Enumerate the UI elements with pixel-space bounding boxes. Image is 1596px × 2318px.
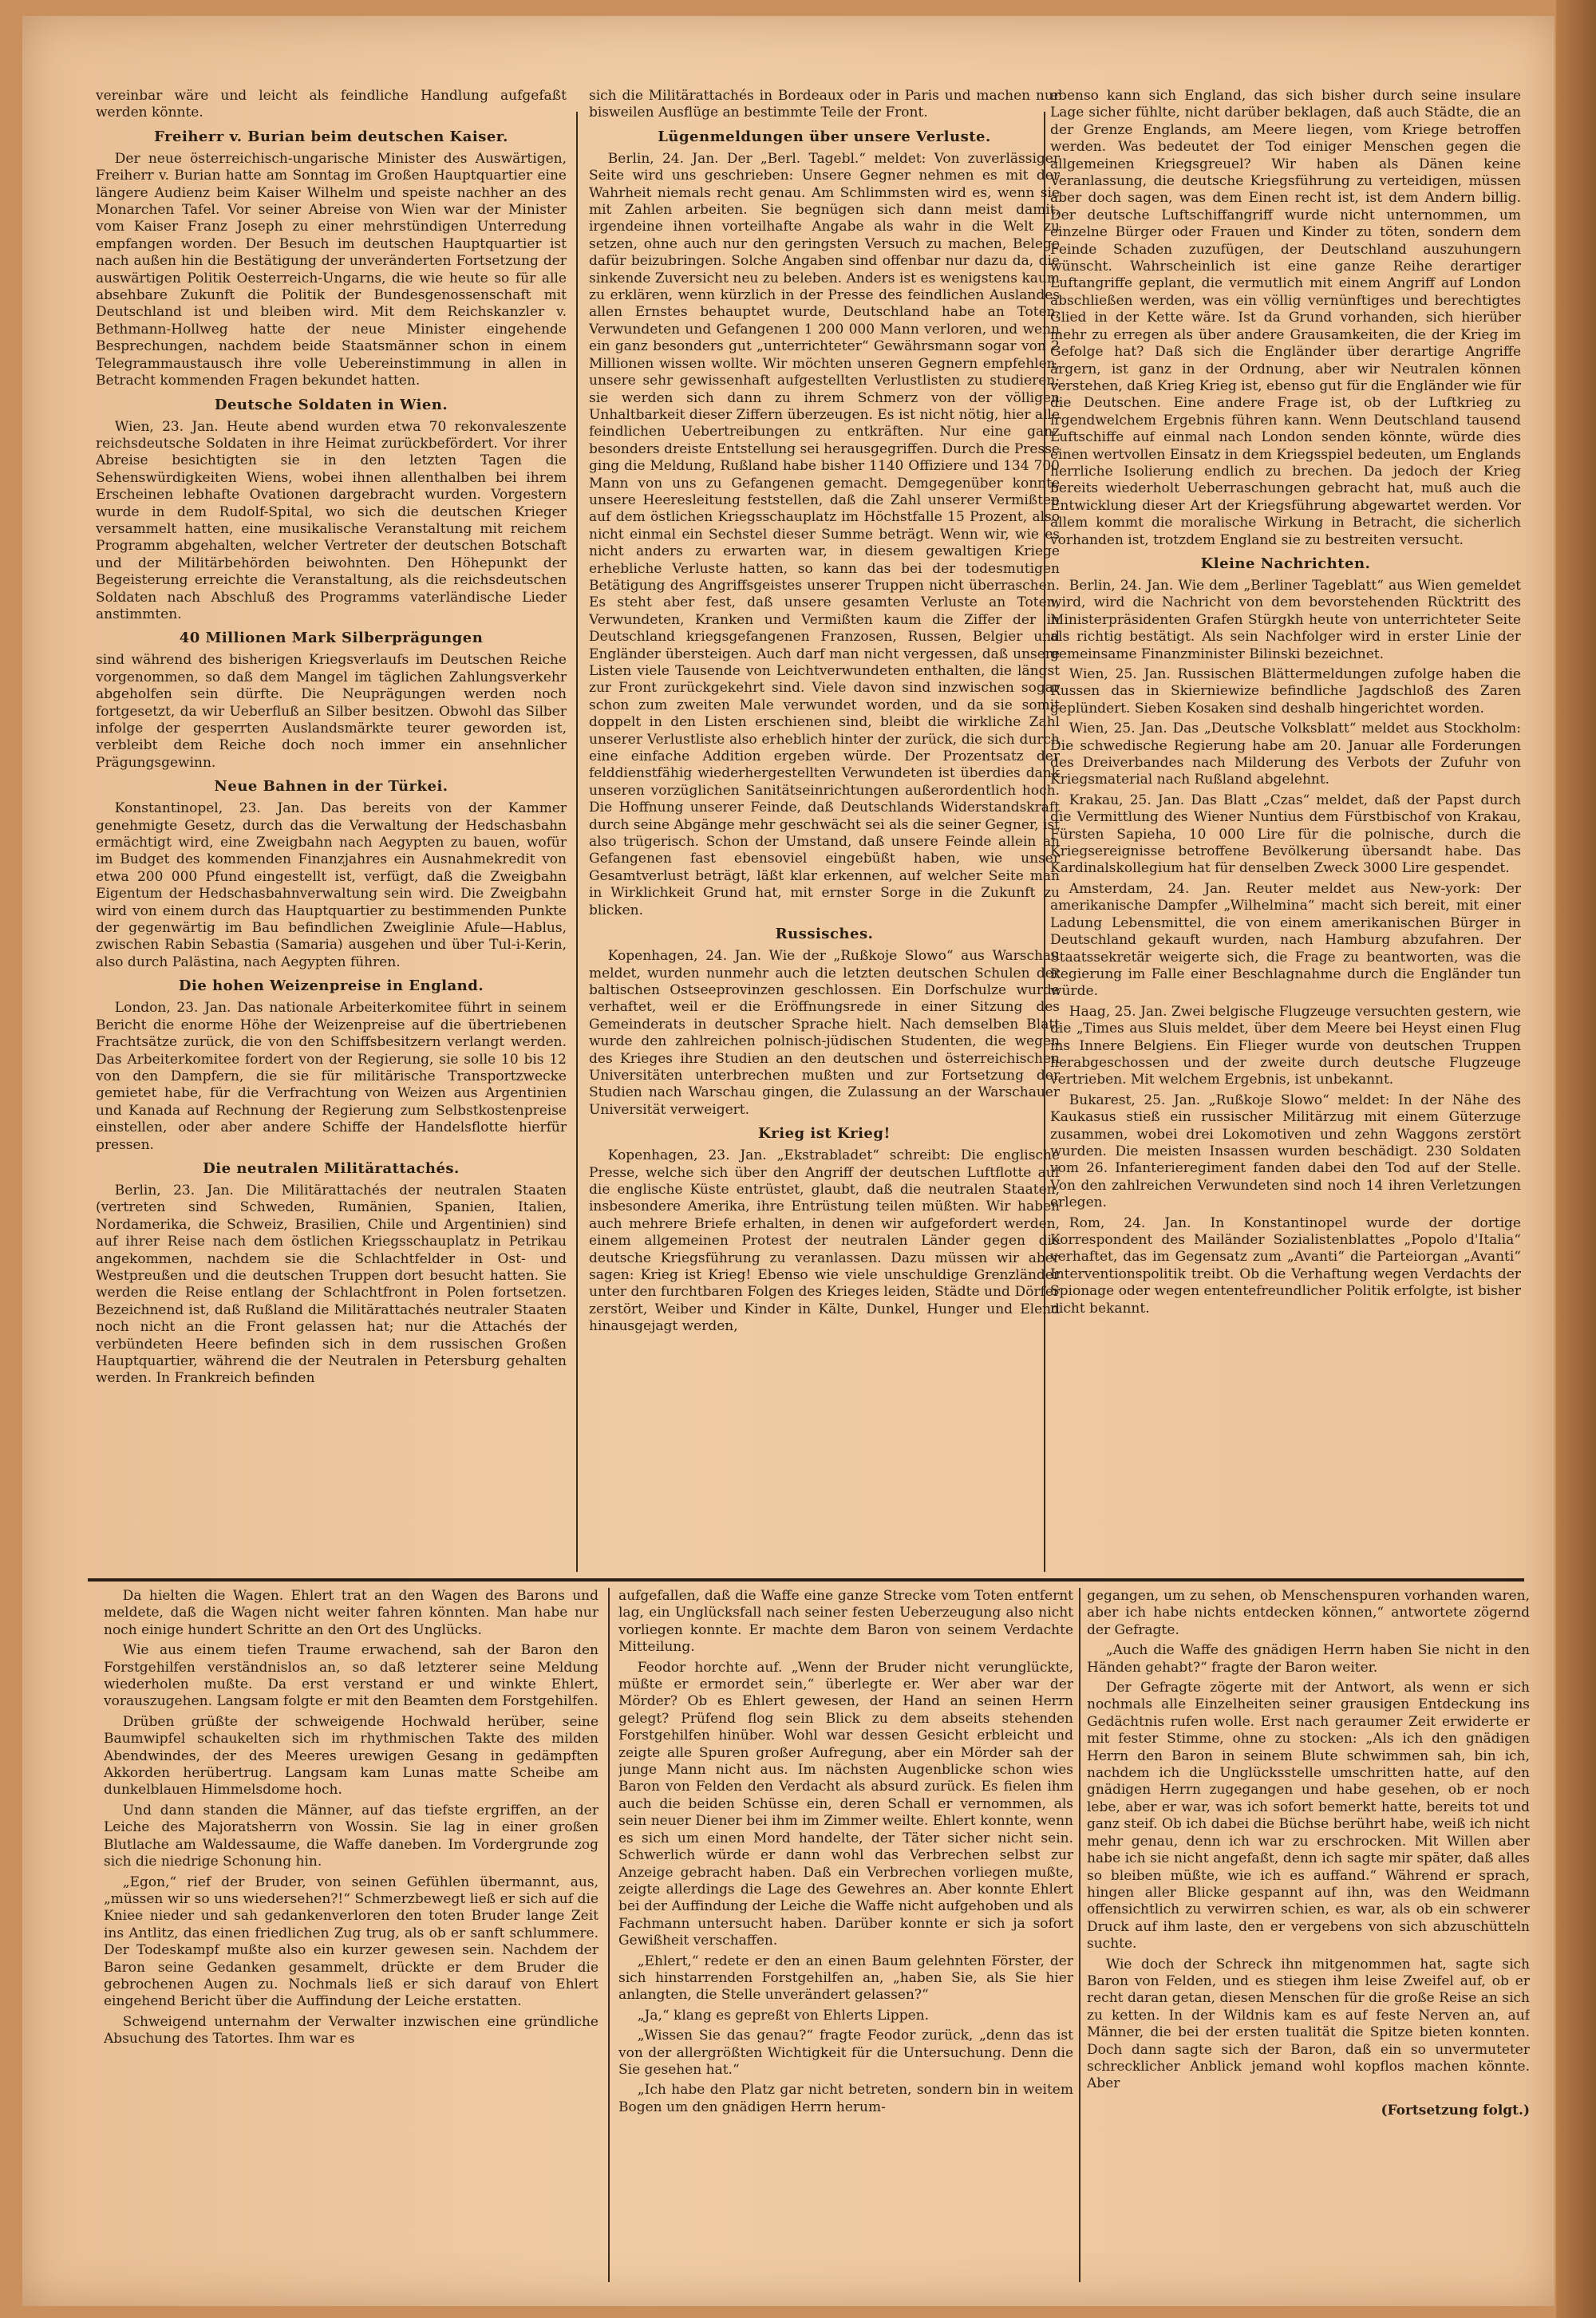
article-paragraph: London, 23. Jan. Das nationale Arbeiterkomitee führt in seinem Bericht die enorme Höhe der Weizenpreise auf die übertriebenen Frachtsätze zurück, die von den Schiffsbesitzern verlangt werden. Das Arbeiterkomitee fordert von der Regierung, sie solle 10 bis 12 von den Dampfern, die sie für militärische Transportzwecke gemietet habe, für die Verfrachtung von Weizen aus Argentinien und Kanada auf Rechnung der Regierung zum Selbstkostenpreise einstellen, oder aber andere Schiffe der Handelsflotte hierfür pressen. — [96, 1000, 567, 1153]
article-heading: Freiherr v. Burian beim deutschen Kaiser. — [154, 128, 508, 145]
news-item: Haag, 25. Jan. Zwei belgische Flugzeuge versuchten gestern, wie die „Times aus Sluis meldet, über dem Meere bei Heyst einen Flug ins Innere Belgiens. Ein Flieger wurde von deutschen Truppen herabgeschossen und der zweite durch deutsche Flugzeuge vertrieben. Mit welchem Ergebnis, ist unbekannt. — [1050, 1003, 1521, 1088]
story-paragraph: „Auch die Waffe des gnädigen Herrn haben Sie nicht in den Händen gehabt?“ fragte der Baron weiter. — [1087, 1642, 1530, 1676]
lead-text: vereinbar wäre und leicht als feindliche Handlung aufgefaßt werden könnte. — [96, 88, 567, 121]
article-heading: Neue Bahnen in der Türkei. — [214, 778, 448, 796]
article-paragraph: Der neue österreichisch-ungarische Minister des Auswärtigen, Freiherr v. Burian hatte am Sonntag im Großen Hauptquartier eine längere Audienz beim Kaiser Wilhelm und speiste nachher an des Monarchen Tafel. Vor seiner Abreise von Wien war der Minister vom Kaiser Franz Joseph zu einer mehrstündigen Unterredung empfangen worden. Der Besuch im deutschen Hauptquartier ist nach außen hin die Bestätigung der unveränderten Fortsetzung der auswärtigen Politik Oesterreich-Ungarns, die wie heute so für alle absehbare Zukunft die Politik der Bundesgenossenschaft mit Deutschland ist und bleiben wird. Mit dem Reichskanzler v. Bethmann-Hollweg hatte der neue Minister eingehende Besprechungen, nachdem beide Staatsmänner schon in einem Telegrammaustausch ihre volle Uebereinstimmung in allen in Betracht kommenden Fragen bekundet hatten. — [96, 150, 567, 389]
story-paragraph: Wie aus einem tiefen Traume erwachend, sah der Baron den Forstgehilfen verständnislos an, so daß letzterer seine Meldung wiederholen mußte. Da erst verstand er und winkte Ehlert, vorauszugehen. Langsam folgte er mit den Beamten dem Forstgehilfen. — [104, 1642, 598, 1710]
story-paragraph: „Ich habe den Platz gar nicht betreten, sondern bin in weitem Bogen um den gnädigen Herrn herum- — [618, 2082, 1073, 2115]
feuilleton-column-3 — [1087, 1588, 1530, 2282]
news-column-1 — [96, 88, 567, 1564]
lead-text: ebenso kann sich England, das sich bisher durch seine insulare Lage sicher fühlte, nicht darüber beklagen, daß auch Städte, die an der Grenze Englands, am Meere liegen, vom Kriege betroffen werden. Was bedeutet der Tod einiger Menschen gegen die allgemeinen Kriegsgreuel? Wir haben als Dänen keine Veranlassung, die deutsche Kriegsführung zu verteidigen, müssen aber doch sagen, was dem Einen recht ist, ist dem Andern billig. Der deutsche Luftschiffangriff wurde nicht unternommen, um einzelne Bürger oder Frauen und Kinder zu töten, sondern dem Feinde Schaden zuzufügen, der Deutschland auszuhungern wünscht. Wahrscheinlich ist eine ganze Reihe derartiger Luftangriffe geplant, die vermutlich mit einem Angriff auf London abschließen werden, was ein völlig vernünftiges und berechtigtes Glied in der Kette wäre. Ist da Grund vorhanden, sich hierüber mehr zu erregen als über andere Grausamkeiten, die der Krieg im Gefolge hat? Daß sich die Engländer über derartige Angriffe ärgern, ist ganz in der Ordnung, aber wir Neutralen können verstehen, daß Krieg Krieg ist, ebenso gut für die Engländer wie für die Deutschen. Eine andere Frage ist, ob der Luftkrieg zu irgendwelchem Ergebnis führen kann. Wenn Deutschland tausend Luftschiffe auf einmal nach London senden könnte, würde dies einen wertvollen Einsatz in dem Kriegsspiel bedeuten, um Englands herrliche Isolierung endlich zu brechen. Da jedoch der Krieg bereits wiederholt Ueberraschungen gebracht hat, muß auch die Entwicklung dieser Art der Kriegsführung abgewartet werden. Vor allem kommt die moralische Wirkung in Betracht, die sicherlich vorhanden ist, trotzdem England sie zu bestreiten versucht. — [1050, 88, 1521, 548]
story-paragraph: gegangen, um zu sehen, ob Menschenspuren vorhanden waren, aber ich habe nichts entdecken können,“ antwortete zögernd der Gefragte. — [1087, 1588, 1530, 1638]
news-item: Berlin, 24. Jan. Wie dem „Berliner Tageblatt“ aus Wien gemeldet wird, wird die Nachricht von dem bevorstehenden Rücktritt des Ministerpräsidenten Grafen Stürgkh heute von unterrichteter Seite als richtig bestätigt. Als sein Nachfolger wird in erster Linie der gemeinsame Finanzminister Bilinski bezeichnet. — [1050, 577, 1521, 662]
continuation-note: (Fortsetzung folgt.) — [1381, 2102, 1530, 2119]
news-column-2 — [589, 88, 1060, 1564]
news-item: Amsterdam, 24. Jan. Reuter meldet aus New-york: Der amerikanische Dampfer „Wilhelmina“ macht sich bereit, mit einer Ladung Lebensmittel, die von einem amerikanischen Bürger in Deutschland gekauft wurden, nach Hamburg abzufahren. Der Staatssekretär weigerte sich, die Frage zu beantworten, was die Regierung im Falle einer Beschlagnahme durch die Engländer tun würde. — [1050, 880, 1521, 1000]
article-heading: 40 Millionen Mark Silberprägungen — [179, 630, 484, 647]
news-item: Bukarest, 25. Jan. „Rußkoje Slowo“ meldet: In der Nähe des Kaukasus stieß ein russischer Militärzug mit einem Güterzuge zusammen, wobei drei Lokomotiven und zehn Waggons zerstört wurden. Die meisten Insassen wurden beschädigt. 230 Soldaten vom 26. Infanterieregiment fanden dabei den Tod auf der Stelle. Von den zahlreichen Verwundeten sind noch 14 ihren Verletzungen erlegen. — [1050, 1092, 1521, 1211]
story-paragraph: Da hielten die Wagen. Ehlert trat an den Wagen des Barons und meldete, daß die Wagen nicht weiter fahren könnten. Man habe nur noch einige hundert Schritte an den Ort des Unglücks. — [104, 1588, 598, 1638]
column-rule — [576, 112, 578, 1572]
story-paragraph: Wie doch der Schreck ihn mitgenommen hat, sagte sich Baron von Felden, und es stiegen ihm leise Zweifel auf, ob er recht daran getan, diesen Menschen für die große Reise an sich zu ketten. In der Wildnis kam es auf feste Nerven an, auf Männer, die bei der ersten tualität die Spitze bieten konnten. Doch dann sagte sich der Baron, daß ein so unvermuteter schrecklicher Anblick jemand wohl kopflos machen könnte. Aber — [1087, 1956, 1530, 2092]
article-heading: Die hohen Weizenpreise in England. — [178, 977, 484, 995]
article-heading: Die neutralen Militärattachés. — [203, 1159, 460, 1177]
page-edge — [1556, 0, 1596, 2318]
article-paragraph: Berlin, 24. Jan. Der „Berl. Tagebl.“ meldet: Von zuverlässiger Seite wird uns geschrieben: Unsere Gegner nehmen es mit der Wahrheit niemals recht genau. Am Schlimmsten wird es, wenn sie mit Zahlen arbeiten. Sie begnügen sich dann meist damit, irgendeine ihnen vorteilhafte Angabe als wahr in die Welt zu setzen, ohne auch nur den geringsten Versuch zu machen, Belege dafür beizubringen. Solche Angaben sind offenbar nur dazu da, die sinkende Zuversicht neu zu beleben. Anders ist es wenigstens kaum zu erklären, wenn kürzlich in der Presse des feindlichen Auslandes allen Ernstes behauptet wurde, Deutschland habe an Toten, Verwundeten und Gefangenen 1 200 000 Mann verloren, und wenn ein ganz besonders gut „unterrichteter“ Gewährsmann sogar von 2 Millionen wissen wollte. Wir möchten unseren Gegnern empfehlen, unsere sehr gewissenhaft aufgestellten Verlustlisten zu studieren; sie werden sich dann zu ihrem Schmerz von der völligen Unhaltbarkeit dieser Ziffern überzeugen. Es ist nicht nötig, hier alle feindlichen Uebertreibungen zu entkräften. Nur eine ganz besonders dreiste Entstellung sei herausgegriffen. Durch die Presse ging die Meldung, Rußland habe bisher 1140 Offiziere und 134 700 Mann von uns zu Gefangenen gemacht. Demgegenüber konnte unsere Heeresleitung feststellen, daß die Zahl unserer Vermißten auf dem östlichen Kriegsschauplatz im Höchstfalle 15 Prozent, also nicht einmal ein Sechstel dieser Summe beträgt. Wenn wir, wie es nicht anders zu erwarten war, in diesem gewaltigen Kriege erhebliche Verluste hatten, so kann das bei der todesmutigen Betätigung des Angriffsgeistes unserer Truppen nicht überraschen. Es steht aber fest, daß unsere gesamten Verluste an Toten, Verwundeten, Kranken und Vermißten kaum die Ziffer der in Deutschland kriegsgefangenen Franzosen, Russen, Belgier und Engländer übersteigen. Auch darf man nicht vergessen, daß unsere Listen viele Tausende von Leichtverwundeten enthalten, die längst zur Front zurückgekehrt sind. Viele davon sind inzwischen sogar schon zum zweiten Male verwundet worden, und da sie somit doppelt in den Listen erschienen sind, bleibt die wirkliche Zahl unserer Verlustliste also erheblich hinter der zurück, die sich durch eine einfache Addition ergeben würde. Der Prozentsatz der felddienstfähig wiederhergestellten Verwundeten ist überdies dank unseren vorzüglichen Sanitätseinrichtungen außerordentlich hoch. Die Hoffnung unserer Feinde, daß Deutschlands Widerstandskraft durch seine Abgänge mehr geschwächt sei als die seiner Gegner, ist also trügerisch. Schon der Umstand, daß unsere Feinde allein an Gefangenen fast ebensoviel eingebüßt haben, wie unser Gesamtverlust beträgt, läßt klar erkennen, auf welcher Seite man in Wirklichkeit Grund hat, mit ernster Sorge in die Zukunft zu blicken. — [589, 150, 1060, 918]
story-paragraph: „Egon,“ rief der Bruder, von seinen Gefühlen übermannt, aus, „müssen wir so uns wiedersehen?!“ Schmerzbewegt ließ er sich auf die Kniee nieder und sah gedankenverloren den toten Bruder lange Zeit ins Antlitz, das einen friedlichen Zug trug, als ob er sanft schlummere. Der Todeskampf mußte also ein kurzer gewesen sein. Nachdem der Baron seine Gedanken gesammelt, drückte er dem Bruder die gebrochenen Augen zu. Nochmals ließ er sich darauf von Ehlert eingehend Bericht über die Auffindung der Leiche erstatten. — [104, 1874, 598, 2010]
article-paragraph: sind während des bisherigen Kriegsverlaufs im Deutschen Reiche vorgenommen, so daß dem Mangel im täglichen Zahlungsverkehr abgeholfen sein dürfte. Die Neuprägungen werden noch fortgesetzt, da wir Ueberfluß an Silber besitzen. Obwohl das Silber infolge der gesperrten Auslandsmärkte teurer geworden ist, verbleibt dem Reiche doch noch immer ein ansehnlicher Prägungsgewinn. — [96, 652, 567, 771]
story-paragraph: Und dann standen die Männer, auf das tiefste ergriffen, an der Leiche des Majoratsherrn von Wossin. Sie lag in einer großen Blutlache am Waldessaume, die Waffe daneben. Im Vordergrunde zog sich die niedrige Schonung hin. — [104, 1802, 598, 1870]
article-heading: Krieg ist Krieg! — [758, 1125, 891, 1143]
article-paragraph: Berlin, 23. Jan. Die Militärattachés der neutralen Staaten (vertreten sind Schweden, Rumänien, Spanien, Italien, Nordamerika, die Schweiz, Brasilien, Chile und Argentinien) sind auf ihrer Reise nach dem östlichen Kriegsschauplatz in Petrikau angekommen, nachdem sie die Schlachtfelder in Ost- und Westpreußen und die deutschen Truppen dort besucht hatten. Sie werden die Reise entlang der Schlachtfront in Polen fortsetzen. Bezeichnend ist, daß Rußland die Militärattachés neutraler Staaten noch nicht an die Front gelassen hat; nur die Attachés der verbündeten Heere befinden sich in dem russischen Großen Hauptquartier, während die der Neutralen in Petersburg gehalten werden. In Frankreich befinden — [96, 1182, 567, 1387]
story-paragraph: Der Gefragte zögerte mit der Antwort, als wenn er sich nochmals alle Einzelheiten seiner grausigen Entdeckung ins Gedächtnis rufen wolle. Erst nach geraumer Zeit erwiderte er mit fester Stimme, ohne zu stocken: „Als ich den gnädigen Herrn den Baron in seinem Blute schwimmen sah, bin ich, nachdem ich die Unglücksstelle umschritten hatte, auf den gnädigen Herrn zugegangen und habe gesehen, ob er noch lebe, aber er war, was ich sofort bemerkt hatte, bereits tot und ganz steif. Ob ich dabei die Büchse berührt habe, weiß ich nicht mehr genau, denn ich war zu erschrocken. Mit Willen aber habe ich sie nicht angefaßt, denn ich sagte mir später, daß alles so bleiben müßte, wie ich es auffand.“ Während er sprach, hingen aller Blicke gespannt auf ihn, was den Weidmann offensichtlich zu verwirren schien, es war, als ob ein schwerer Druck auf ihm laste, den er vergebens von sich abzuschütteln suchte. — [1087, 1680, 1530, 1953]
feuilleton-column-2 — [618, 1588, 1073, 2282]
news-item: Rom, 24. Jan. In Konstantinopel wurde der dortige Korrespondent des Mailänder Sozialistenblattes „Popolo d'Italia“ verhaftet, das im Gegensatz zum „Avanti“ die Parteiorgan „Avanti“ Interventionspolitik treibt. Ob die Verhaftung wegen Verdachts der Spionage oder wegen ententefreundlicher Politik erfolgte, ist bisher nicht bekannt. — [1050, 1214, 1521, 1317]
article-heading: Kleine Nachrichten. — [1200, 555, 1371, 572]
article-paragraph: Konstantinopel, 23. Jan. Das bereits von der Kammer genehmigte Gesetz, durch das die Verwaltung der Hedschasbahn ermächtigt wird, eine Zweigbahn nach Aegypten zu bauen, wofür im Budget des kommenden Finanzjahres ein Ausnahmekredit von etwa 200 000 Pfund eingestellt ist, verfügt, daß die Zweigbahn Eigentum der Hedschasbahnverwaltung sein wird. Die Zweigbahn wird von einem durch das Hauptquartier zu bestimmenden Punkte der gegenwärtig im Bau befindlichen Zweiglinie Afule—Hablus, zwischen Rabin Sebastia (Samaria) ausgehen und über Tul-i-Kerin, also durch Palästina, nach Aegypten führen. — [96, 800, 567, 970]
news-column-3 — [1050, 88, 1521, 1564]
story-paragraph: „Ehlert,“ redete er den an einen Baum gelehnten Förster, der sich hinstarrenden Forstgehilfen an, „haben Sie, als Sie hier anlangten, die Stelle unverändert gelassen?“ — [618, 1953, 1073, 2004]
news-item: Wien, 25. Jan. Das „Deutsche Volksblatt“ meldet aus Stockholm: Die schwedische Regierung habe am 20. Januar alle Forderungen des Dreiverbandes nach Milderung des Verbots der Zufuhr von Kriegsmaterial nach Rußland abgelehnt. — [1050, 721, 1521, 788]
feuilleton-divider — [88, 1578, 1524, 1582]
story-paragraph: Drüben grüßte der schweigende Hochwald herüber, seine Baumwipfel schaukelten sich im rhythmischen Takte des milden Abendwindes, der des Meeres urewigen Gesang in gedämpften Akkorden herübertrug. Langsam kam Lunas matte Scheibe am dunkelblauen Himmelsdome hoch. — [104, 1713, 598, 1799]
article-heading: Deutsche Soldaten in Wien. — [214, 396, 448, 413]
article-heading: Russisches. — [775, 926, 874, 943]
article-paragraph: Wien, 23. Jan. Heute abend wurden etwa 70 rekonvaleszente reichsdeutsche Soldaten in ihre Heimat zurückbefördert. Vor ihrer Abreise besichtigten sie in den letzten Tagen die Sehenswürdigkeiten Wiens, wobei ihnen allenthalben bei ihrem Erscheinen lebhafte Ovationen dargebracht wurden. Vorgestern wurde in dem Rudolf-Spital, wo sich die deutschen Krieger versammelt hatten, eine musikalische Veranstaltung mit reichem Programm abgehalten, welcher Vertreter der deutschen Botschaft und der Militärbehörden beiwohnten. Den Höhepunkt der Begeisterung erreichte die Veranstaltung, als die reichsdeutschen Soldaten nach Abschluß des Programms vaterländische Lieder anstimmten. — [96, 418, 567, 622]
lead-text: sich die Militärattachés in Bordeaux oder in Paris und machen nur bisweilen Ausflüge an bestimmte Teile der Front. — [589, 88, 1060, 121]
article-paragraph: Kopenhagen, 24. Jan. Wie der „Rußkoje Slowo“ aus Warschau meldet, wurden nunmehr auch die letzten deutschen Schulen der baltischen Ostseeprovinzen geschlossen. Ein Dorfschulze wurde verhaftet, weil er die Eröffnungsrede in einer Sitzung des Gemeinderats in deutscher Sprache hielt. Nach demselben Blatt wurde den zahlreichen polnisch-jüdischen Studenten, die wegen des Krieges ihre Studien an den deutschen und österreichischen Universitäten unterbrechen mußten und zur Fortsetzung der Studien nach Warschau gingen, die Zulassung an der Warschauer Universität verweigert. — [589, 948, 1060, 1118]
story-paragraph: Schweigend unternahm der Verwalter inzwischen eine gründliche Absuchung des Tatortes. Ihm war es — [104, 2013, 598, 2048]
column-rule — [608, 1588, 610, 2282]
feuilleton-column-1 — [104, 1588, 598, 2282]
article-heading: Lügenmeldungen über unsere Verluste. — [658, 128, 991, 145]
news-item: Krakau, 25. Jan. Das Blatt „Czas“ meldet, daß der Papst durch die Vermittlung des Wiener Nuntius dem Fürstbischof von Krakau, Fürsten Sapieha, 10 000 Lire für die polnische, durch die Kriegsereignisse betroffene Bevölkerung übersandt habe. Das Kardinalskollegium hat für denselben Zweck 3000 Lire gespendet. — [1050, 792, 1521, 877]
story-paragraph: aufgefallen, daß die Waffe eine ganze Strecke vom Toten entfernt lag, ein Unglücksfall nach seiner festen Ueberzeugung also nicht vorliegen konnte. Er machte dem Baron von seinem Verdachte Mitteilung. — [618, 1588, 1073, 1656]
story-paragraph: „Wissen Sie das genau?“ fragte Feodor zurück, „denn das ist von der allergrößten Wichtigkeit für die Untersuchung. Denn die Sie gesehen hat.“ — [618, 2028, 1073, 2078]
article-paragraph: Kopenhagen, 23. Jan. „Ekstrabladet“ schreibt: Die englische Presse, welche sich über den Angriff der deutschen Luftflotte auf die englische Küste entrüstet, glaubt, daß die neutralen Staaten, insbesondere Amerika, ihre Entrüstung teilen müßten. Wir haben auch mehrere Briefe erhalten, in denen wir aufgefordert werden, einem allgemeinen Protest der neutralen Länder gegen die deutsche Kriegsführung zu veranlassen. Dazu müssen wir aber sagen: Krieg ist Krieg! Ebenso wie viele unschuldige Grenzländer unter den furchtbaren Folgen des Krieges leiden, Städte und Dörfer zerstört, Weiber und Kinder in Kälte, Dunkel, Hunger und Elend hinausgejagt werden, — [589, 1147, 1060, 1335]
news-item: Wien, 25. Jan. Russischen Blättermeldungen zufolge haben die Russen das in Skierniewize befindliche Jagdschloß des Zaren geplündert. Sieben Kosaken sind deshalb hingerichtet worden. — [1050, 666, 1521, 717]
story-paragraph: Feodor horchte auf. „Wenn der Bruder nicht verunglückte, müßte er ermordet sein,“ überlegte er. Wer aber war der Mörder? Ob es Ehlert gewesen, der Hand an seinen Herrn gelegt? Prüfend flog sein Blick zu dem abseits stehenden Forstgehilfen hinüber. Wohl war dessen Gesicht erbleicht und zeigte alle Spuren großer Aufregung, aber ein Mörder sah der junge Mann nicht aus. Im nächsten Augenblicke schon wies Baron von Felden den Verdacht als absurd zurück. Es fielen ihm auch die beiden Schüsse ein, deren Schall er vernommen, als sein neuer Diener bei ihm im Zimmer weilte. Ehlert konnte, wenn es sich um einen Mord handelte, der Täter sicher nicht sein. Schwerlich würde er dann wohl das Verbrechen selbst zur Anzeige gebracht haben. Daß ein Verbrechen vorliegen mußte, zeigte allerdings die Lage des Gewehres an. Aber konnte Ehlert bei der Auffindung der Leiche die Waffe nicht aufgehoben und als Fachmann untersucht haben. Darüber konnte er sich ja sofort Gewißheit verschaffen. — [618, 1659, 1073, 1949]
column-rule — [1079, 1588, 1080, 2282]
story-paragraph: „Ja,“ klang es gepreßt von Ehlerts Lippen. — [637, 2007, 929, 2024]
